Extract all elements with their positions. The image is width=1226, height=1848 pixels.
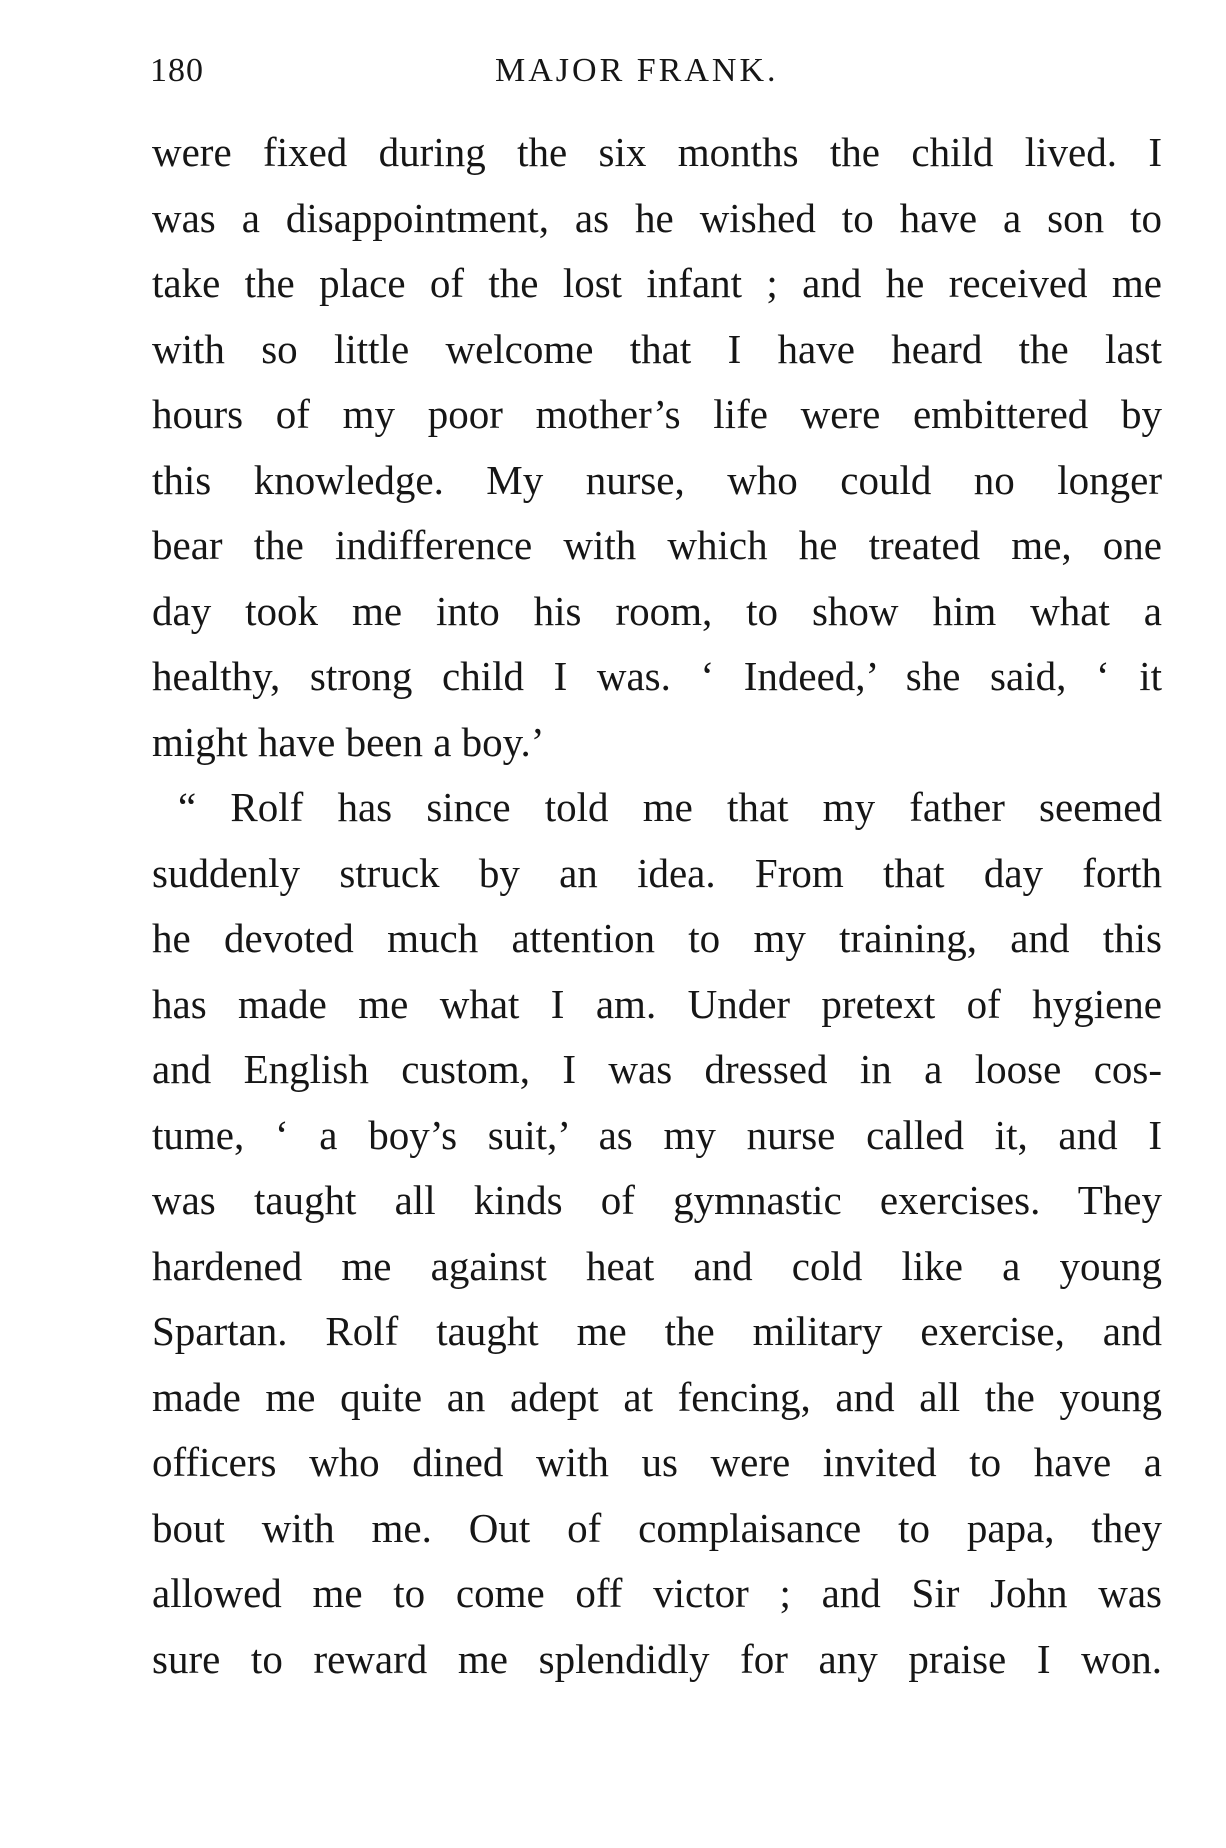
text-line: tume, ‘ a boy’s suit,’ as my nurse called it, and I [152,1111,1162,1158]
text-line: made me quite an adept at fencing, and all the young [152,1373,1162,1420]
body-text [152,120,1162,1692]
text-line: take the place of the lost infant ; and he received me [152,260,1162,306]
text-line: has made me what I am. Under pretext of hygiene [152,980,1162,1027]
text-line: he devoted much attention to my training, and this [152,915,1162,961]
text-line: hours of my poor mother’s life were embittered by [152,391,1162,437]
text-line: suddenly struck by an idea. From that day forth [152,849,1162,896]
text-line: officers who dined with us were invited to have a [152,1439,1162,1485]
running-head [150,52,1160,102]
text-line: with so little welcome that I have heard the last [152,325,1162,372]
text-line: bout with me. Out of complaisance to papa, they [152,1504,1162,1551]
text-line: Spartan. Rolf taught me the military exercise, and [152,1308,1162,1354]
text-line: bear the indifference with which he treated me, one [152,522,1162,568]
text-line: day took me into his room, to show him what a [152,587,1162,634]
page-number: 180 [150,52,204,89]
text-line: allowed me to come off victor ; and Sir John was [152,1570,1162,1616]
text-line: were fixed during the six months the child lived. I [152,129,1162,175]
text-line: was a disappointment, as he wished to have a son to [152,194,1162,241]
text-line: this knowledge. My nurse, who could no longer [152,456,1162,503]
text-line: was taught all kinds of gymnastic exercises. They [152,1177,1162,1223]
text-line: “ Rolf has since told me that my father seemed [178,784,1162,830]
text-line: hardened me against heat and cold like a young [152,1242,1162,1289]
text-line: healthy, strong child I was. ‘ Indeed,’ she said, ‘ it [152,653,1162,699]
text-line: and English custom, I was dressed in a loose cos- [152,1046,1162,1092]
text-line: might have been a boy.’ [152,718,545,765]
book-title: MAJOR FRANK. [495,52,779,89]
text-line: sure to reward me splendidly for any praise I won. [152,1635,1162,1682]
